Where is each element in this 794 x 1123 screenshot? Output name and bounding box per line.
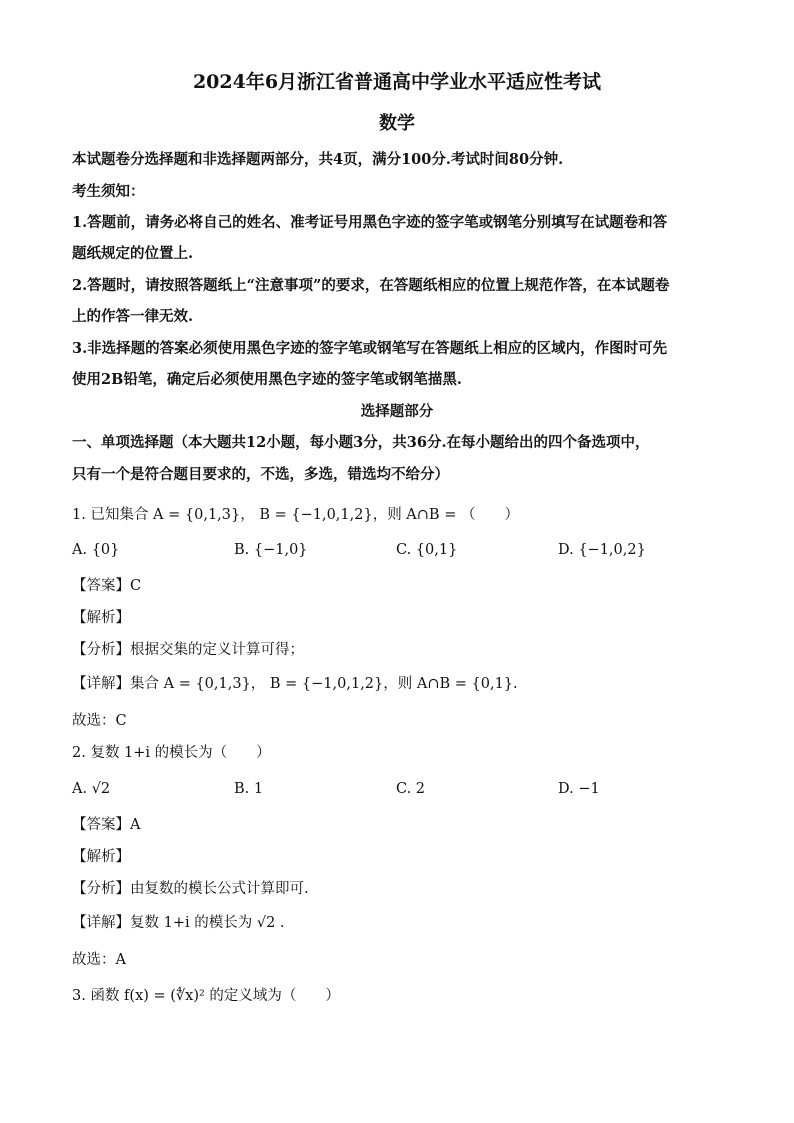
q2-answer: 【答案】A: [72, 817, 141, 833]
notice-line: 上的作答一律无效.: [72, 308, 194, 325]
notice-line: 1.答题前，请务必将自己的姓名、准考证号用黑色字迹的签字笔或钢笔分别填写在试题卷和答: [72, 214, 668, 231]
exam-description: 本试题卷分选择题和非选择题两部分，共4页，满分100分.考试时间80分钟.: [72, 151, 564, 168]
question-1-stem: 1. 已知集合 A = {0,1,3}， B = {−1,0,1,2}，则 A∩B = （ ）: [72, 507, 519, 523]
q2-option-c: C. 2: [396, 781, 426, 797]
question-2-stem: 2. 复数 1+i 的模长为（ ）: [72, 745, 271, 761]
section-title: 选择题部分: [360, 403, 434, 420]
notice-line: 使用2B铅笔，确定后必须使用黑色字迹的签字笔或钢笔描黑.: [72, 371, 462, 388]
part-heading: 一、单项选择题（本大题共12小题，每小题3分，共36分.在每小题给出的四个备选项中，: [72, 434, 650, 451]
notice-heading: 考生须知：: [72, 183, 145, 200]
q1-analysis: 【分析】根据交集的定义计算可得；: [72, 642, 304, 658]
q1-analysis-label: 【解析】: [72, 610, 130, 626]
part-heading: 只有一个是符合题目要求的，不选，多选，错选均不给分）: [72, 466, 449, 483]
q2-option-d: D. −1: [558, 781, 600, 797]
q1-answer: 【答案】C: [72, 578, 142, 594]
question-3-stem: 3. 函数 f(x) = (∜x)² 的定义域为（ ）: [72, 988, 340, 1004]
q1-option-d: D. {−1,0,2}: [558, 542, 646, 558]
q2-choice: 故选：A: [72, 952, 126, 968]
q1-option-b: B. {−1,0}: [234, 542, 308, 558]
q1-detail: 【详解】集合 A = {0,1,3}， B = {−1,0,1,2}，则 A∩B = {0,1}.: [72, 676, 518, 692]
q2-detail: 【详解】复数 1+i 的模长为 √2 .: [72, 915, 285, 931]
notice-line: 题纸规定的位置上.: [72, 245, 194, 262]
notice-line: 3.非选择题的答案必须使用黑色字迹的签字笔或钢笔写在答题纸上相应的区域内，作图时可先: [72, 340, 668, 357]
notice-line: 2.答题时，请按照答题纸上“注意事项”的要求，在答题纸相应的位置上规范作答，在本试题卷: [72, 277, 670, 294]
q2-analysis: 【分析】由复数的模长公式计算即可.: [72, 881, 309, 897]
q1-option-c: C. {0,1}: [396, 542, 458, 558]
q2-analysis-label: 【解析】: [72, 849, 130, 865]
q1-option-a: A. {0}: [72, 542, 120, 558]
q2-option-b: B. 1: [234, 781, 264, 797]
subject-title: 数学: [379, 113, 415, 134]
q1-choice: 故选：C: [72, 713, 127, 729]
q2-option-a: A. √2: [72, 781, 111, 797]
exam-title: 2024年6月浙江省普通高中学业水平适应性考试: [192, 71, 602, 93]
